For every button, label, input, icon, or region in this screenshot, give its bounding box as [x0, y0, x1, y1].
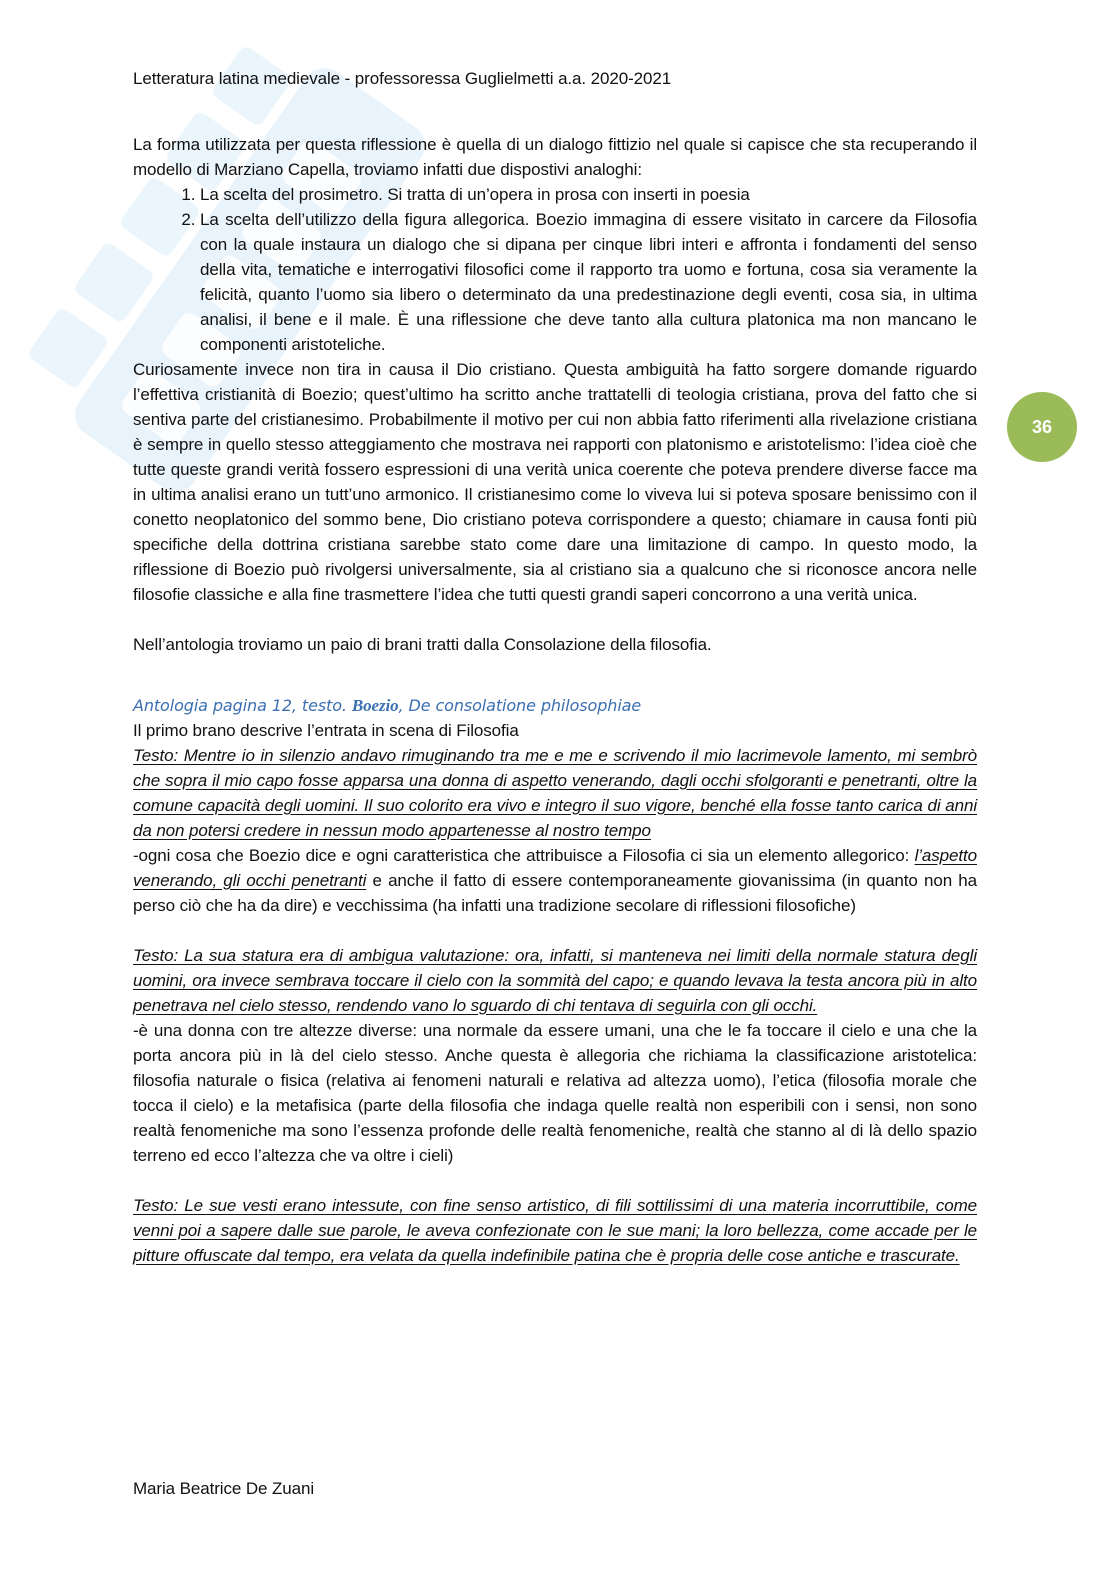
comment-1 [133, 843, 977, 918]
section-subheading [133, 693, 977, 718]
comment-2: -è una donna con tre altezze diverse: una normale da essere umani, una che le fa toccare il cielo e una che la porta ancora più in là del cielo stesso. Anche questa è allegoria che richiama la classificazione aristotelica: filosofia naturale o fisica (relativa ai fenomeni naturali e relativa ad altezza uomo), l’etica (filosofia morale che tocca il cielo) e la metafisica (parte della filosofia che indaga quelle realtà non esperibili con i sensi, non sono realtà fenomeniche ma sono l’essenza profonde delle realtà fenomeniche, realtà che stanno al di là dello spazio terreno ed ecco l’altezza che va oltre i cieli) [133, 1021, 977, 1165]
paragraph-curiosamente: Curiosamente invece non tira in causa il Dio cristiano. Questa ambiguità ha fatto sorgere domande riguardo l’effettiva cristianità di Boezio; quest’ultimo ha scritto anche trattatelli di teologia cristiana, prova del fatto che si sentiva parte del cristianesimo. Probabilmente il motivo per cui non abbia fatto riferimenti alla rivelazione cristiana è sempre in quello stesso atteggiamento che mostrava nei rapporti con platonismo e aristotelismo: l’idea cioè che tutte queste grandi verità fossero espressioni di una verità unica coerente che poteva prendere diverse facce ma in ultima analisi erano un tutt’uno armonico. Il cristianesimo come lo viveva lui si poteva sposare benissimo con il conetto neoplatonico del sommo bene, Dio cristiano poteva corrispondere a questo; chiamare in causa fonti più specifiche della dottrina cristiana sarebbe stato come dare una limitazione di campo. In questo modo, la riflessione di Boezio può rivolgersi universalmente, sia al cristiano sia a qualcuno che si riconosce ancora nelle filosofie classiche e alla fine trasmettere l’idea che tutti questi grandi saperi concorrono a una verità unica. [133, 360, 977, 604]
quote-text-3: Testo: Le sue vesti erano intessute, con fine senso artistico, di fili sottilissimi di una materia incorruttibile, come venni poi a sapere dalle sue parole, le aveva confezionate con le sue mani; la loro bellezza, come accade per le pitture offuscate dal tempo, era velata da quella indefinibile patina che è propria delle cose antiche e trascurate. [133, 1196, 977, 1265]
page-header: Letteratura latina medievale - professoressa Guglielmetti a.a. 2020-2021 [133, 69, 672, 88]
subheading-prefix: Antologia pagina 12, testo. [133, 696, 352, 715]
watermark-glyph [26, 306, 110, 390]
intro-brano: Il primo brano descrive l’entrata in scena di Filosofia [133, 721, 519, 740]
intro-paragraph: La forma utilizzata per questa riflessione è quella di un dialogo fittizio nel quale si capisce che sta recuperando il modello di Marziano Capella, troviamo infatti due dispostivi analoghi: [133, 135, 977, 179]
numbered-list [133, 182, 977, 357]
quote-text-1: Testo: Mentre io in silenzio andavo rimuginando tra me e me e scrivendo il mio lacrimevole lamento, mi sembrò che sopra il mio capo fosse apparsa una donna di aspetto venerando, dagli occhi sfolgoranti e penetranti, oltre la comune capacità degli uomini. Il suo colorito era vivo e integro il suo vigore, benché ella fosse tanto carica di anni da non potersi credere in nessun modo appartenesse al nostro tempo [133, 746, 977, 840]
list-item: 1. La scelta del prosimetro. Si tratta di un’opera in prosa con inserti in poesia [200, 182, 977, 207]
list-item: 2. La scelta dell’utilizzo della figura allegorica. Boezio immagina di essere visitato in carcere da Filosofia con la quale instaura un dialogo che si dipana per cinque libri interi e affronta i fondamenti del senso della vita, tematiche e interrogativi filosofici come il rapporto tra uomo e fortuna, cosa sia veramente la felicità, quanto l’uomo sia libero o determinato da una predestinazione degli eventi, cosa sia, in ultima analisi, il bene e il male. È una riflessione che deve tanto alla cultura platonica ma non mancano le componenti aristoteliche. [200, 207, 977, 357]
page-footer: Maria Beatrice De Zuani [133, 1479, 314, 1498]
quote-text-2: Testo: La sua statura era di ambigua valutazione: ora, infatti, si manteneva nei limiti della normale statura degli uomini, ora invece sembrava toccare il cielo con la sommità del capo; e quando levava la testa ancora più in alto penetrava nel cielo stesso, rendendo vano lo sguardo di chi tentava di seguirla con gli occhi. [133, 946, 977, 1015]
subheading-suffix: , De consolatione philosophiae [398, 696, 642, 715]
page-number-badge: 36 [1007, 392, 1077, 462]
document-body [133, 132, 977, 1268]
comment-1-after: e anche il fatto di essere contemporaneamente giovanissima (in quanto non ha perso ciò che ha da dire) e vecchissima (ha infatti una tradizione secolare di riflessioni filosofiche) [133, 871, 977, 915]
paragraph-antologia: Nell’antologia troviamo un paio di brani tratti dalla Consolazione della filosofia. [133, 635, 712, 654]
comment-1-before: -ogni cosa che Boezio dice e ogni caratteristica che attribuisce a Filosofia ci sia un elemento allegorico: [133, 846, 915, 865]
subheading-author: Boezio [351, 696, 399, 715]
comment-1-emphasis: l’aspetto venerando, gli occhi penetranti [133, 846, 977, 890]
